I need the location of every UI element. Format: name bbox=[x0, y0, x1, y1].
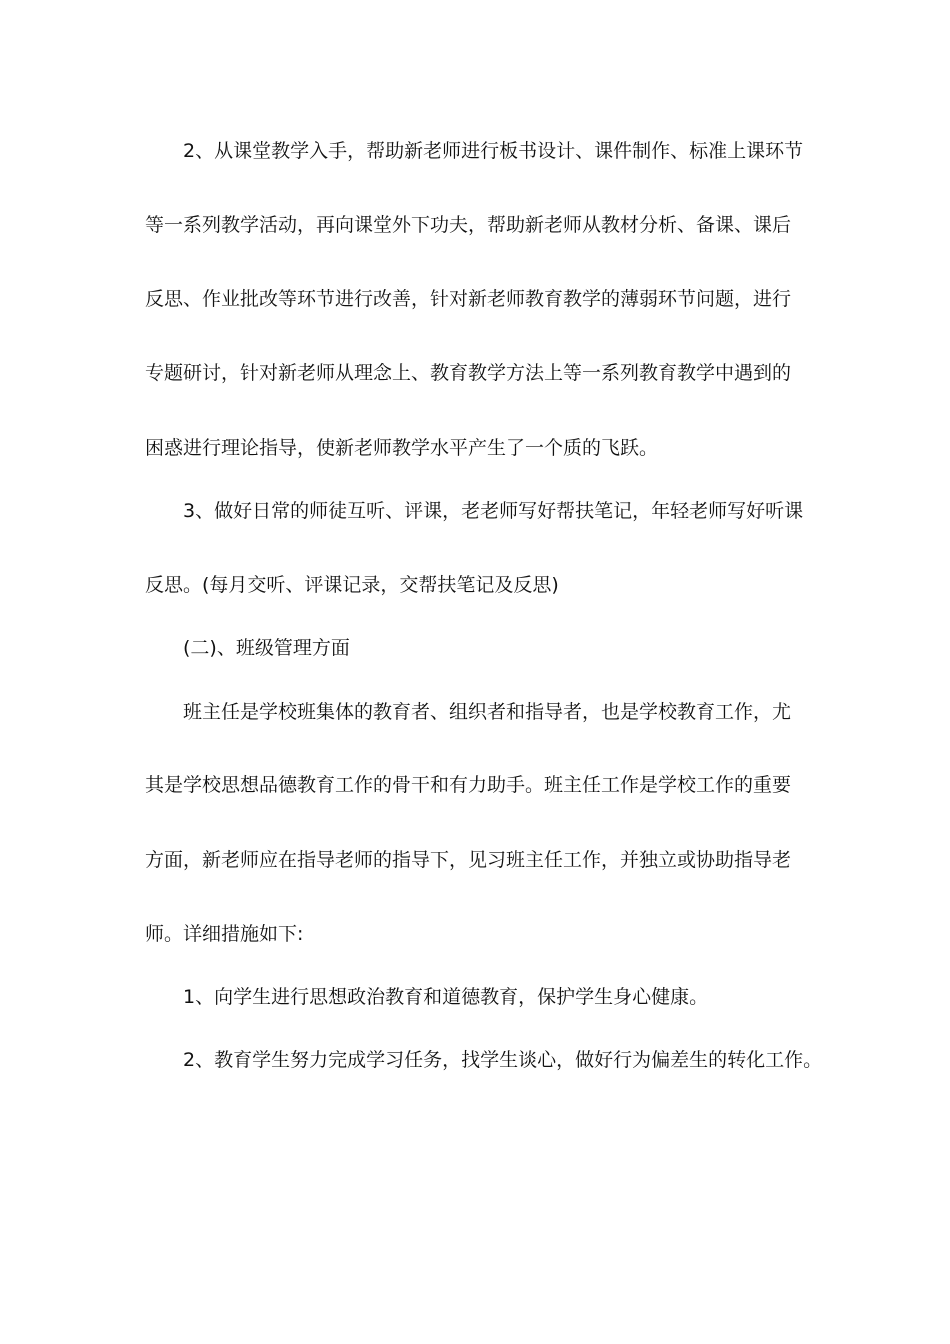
class-management-line-1: 班主任是学校班集体的教育者、组织者和指导者，也是学校教育工作，尤 bbox=[183, 701, 792, 723]
paragraph-3-line-2: 反思。(每月交听、评课记录，交帮扶笔记及反思) bbox=[145, 574, 559, 596]
paragraph-2-line-5: 困惑进行理论指导，使新老师教学水平产生了一个质的飞跃。 bbox=[145, 437, 659, 459]
paragraph-2-line-2: 等一系列教学活动，再向课堂外下功夫，帮助新老师从教材分析、备课、课后 bbox=[145, 214, 792, 236]
paragraph-2-line-1: 2、从课堂教学入手，帮助新老师进行板书设计、课件制作、标准上课环节 bbox=[183, 140, 804, 162]
class-management-line-2: 其是学校思想品德教育工作的骨干和有力助手。班主任工作是学校工作的重要 bbox=[145, 774, 792, 796]
measure-item-1: 1、向学生进行思想政治教育和道德教育，保护学生身心健康。 bbox=[183, 986, 709, 1008]
paragraph-2-line-3: 反思、作业批改等环节进行改善，针对新老师教育教学的薄弱环节问题，进行 bbox=[145, 288, 792, 310]
class-management-line-3: 方面，新老师应在指导老师的指导下，见习班主任工作，并独立或协助指导老 bbox=[145, 849, 792, 871]
paragraph-2-line-4: 专题研讨，针对新老师从理念上、教育教学方法上等一系列教育教学中遇到的 bbox=[145, 362, 792, 384]
measure-item-2: 2、教育学生努力完成学习任务，找学生谈心，做好行为偏差生的转化工作。 bbox=[183, 1049, 823, 1071]
paragraph-3-line-1: 3、做好日常的师徒互听、评课，老老师写好帮扶笔记，年轻老师写好听课 bbox=[183, 500, 804, 522]
class-management-line-4: 师。详细措施如下: bbox=[145, 923, 304, 945]
section-heading: (二)、班级管理方面 bbox=[183, 637, 350, 659]
